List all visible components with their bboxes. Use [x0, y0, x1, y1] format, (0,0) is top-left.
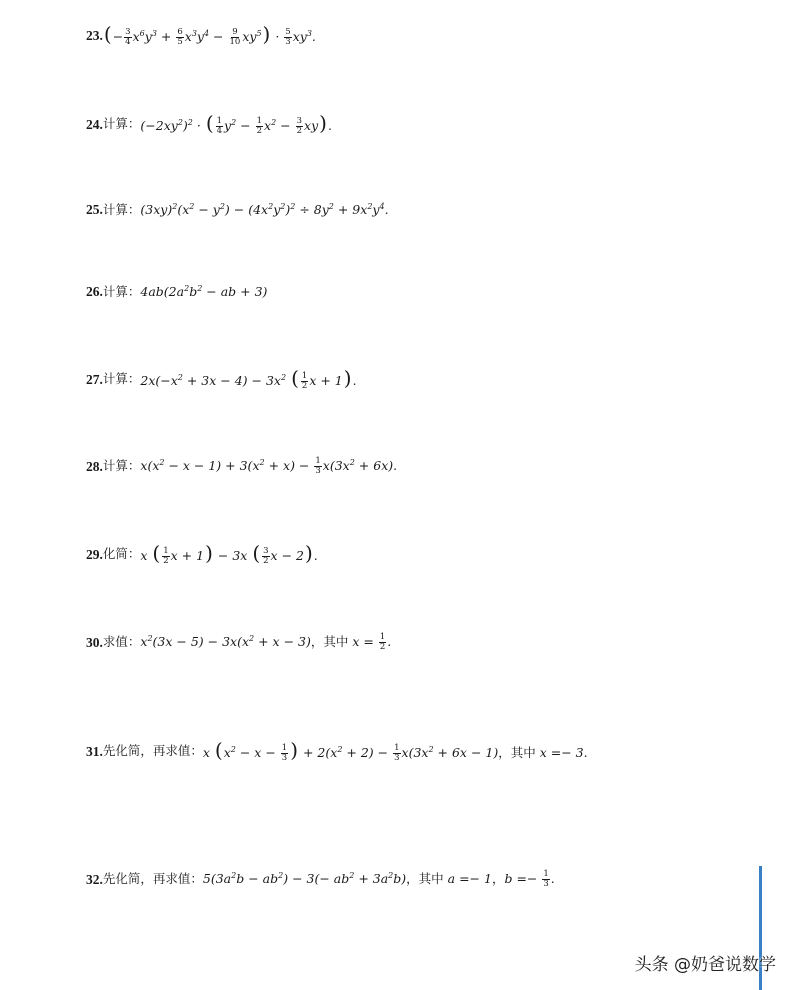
- problem-expression: $(-2xy^2)^2$ · ( $\frac{1}{4}$ $y^2$ − $\frac{1}{2}$ $x^2$ − $\frac{3}{2}$ xy).: [140, 111, 332, 136]
- problem-expression: $2x(-x^2 + 3x - 4) - 3x^2$ ( $\frac{1}{2}$ x + 1).: [140, 366, 357, 391]
- problem-number: 27.: [86, 371, 103, 387]
- problem-expression: $4ab(2a^2b^2$ − ab + 3): [140, 284, 268, 300]
- problem-expression: $x(x^2 - x - 1) + 3(x^2 + x)$ − $\frac{1}{3}$ $x(3x^2 + 6x)$.: [140, 456, 398, 476]
- problem-label: 求值：: [102, 634, 141, 650]
- problem-expression: (− $\frac{3}{4}$ $x^6y^3$ + $\frac{6}{5}$ $x^3y^4$ − $\frac{9}{10}$ $xy^5$) · $\frac{5}{3}$ $xy^3$.: [103, 22, 316, 47]
- problem-number: 23.: [86, 27, 103, 43]
- problem-expression: $5(3a^2b - ab^2) - 3(- ab^2 + 3a^2b)$，其中 a =− 1，b =− $\frac{1}{3}$ .: [202, 869, 555, 889]
- problem-number: 31.: [86, 743, 103, 759]
- problem-expression: $(3xy)^2(x^2 - y^2) - (4x^2y^2)^2 \div 8y^2 + 9x^2y^4$.: [140, 202, 389, 218]
- problem-number: 28.: [86, 458, 103, 474]
- problem-number: 32.: [86, 871, 103, 887]
- problem-30: [86, 633, 391, 652]
- problem-26: [86, 285, 267, 299]
- problem-28: [86, 457, 397, 476]
- problem-32: [86, 870, 555, 889]
- problem-expression: $x^2(3x - 5) - 3x(x^2 + x - 3)$，其中 x = $\frac{1}{2}$ .: [140, 632, 392, 652]
- problem-number: 29.: [86, 546, 103, 562]
- problem-label: 计算：: [102, 116, 141, 132]
- problem-label: 计算：: [102, 201, 141, 217]
- problem-25: [86, 203, 389, 217]
- problem-27: [86, 368, 357, 391]
- problem-label: 计算：: [102, 371, 141, 387]
- problem-label: 计算：: [102, 283, 141, 299]
- problem-label: 化简：: [102, 546, 141, 562]
- problem-expression: x ( $\frac{1}{2}$ x + 1) − 3x ( $\frac{3}{2}$ x − 2).: [140, 541, 318, 566]
- problem-23: [86, 24, 316, 47]
- problem-24: [86, 113, 332, 136]
- problem-label: 先化简，再求值：: [102, 743, 203, 759]
- watermark: 头条 @奶爸说数学: [634, 955, 776, 975]
- problem-number: 30.: [86, 634, 103, 650]
- problem-label: 计算：: [102, 458, 141, 474]
- problem-number: 24.: [86, 116, 103, 132]
- problem-31: [86, 740, 588, 763]
- problem-expression: x ($x^2 - x$ − $\frac{1}{3}$ ) + $2(x^2 + 2)$ − $\frac{1}{3}$ $x(3x^2 + 6x - 1)$，其中 x =− 3.: [202, 738, 588, 763]
- problem-29: [86, 543, 318, 566]
- problem-number: 25.: [86, 202, 103, 218]
- problem-number: 26.: [86, 284, 103, 300]
- problem-label: 先化简，再求值：: [102, 871, 203, 887]
